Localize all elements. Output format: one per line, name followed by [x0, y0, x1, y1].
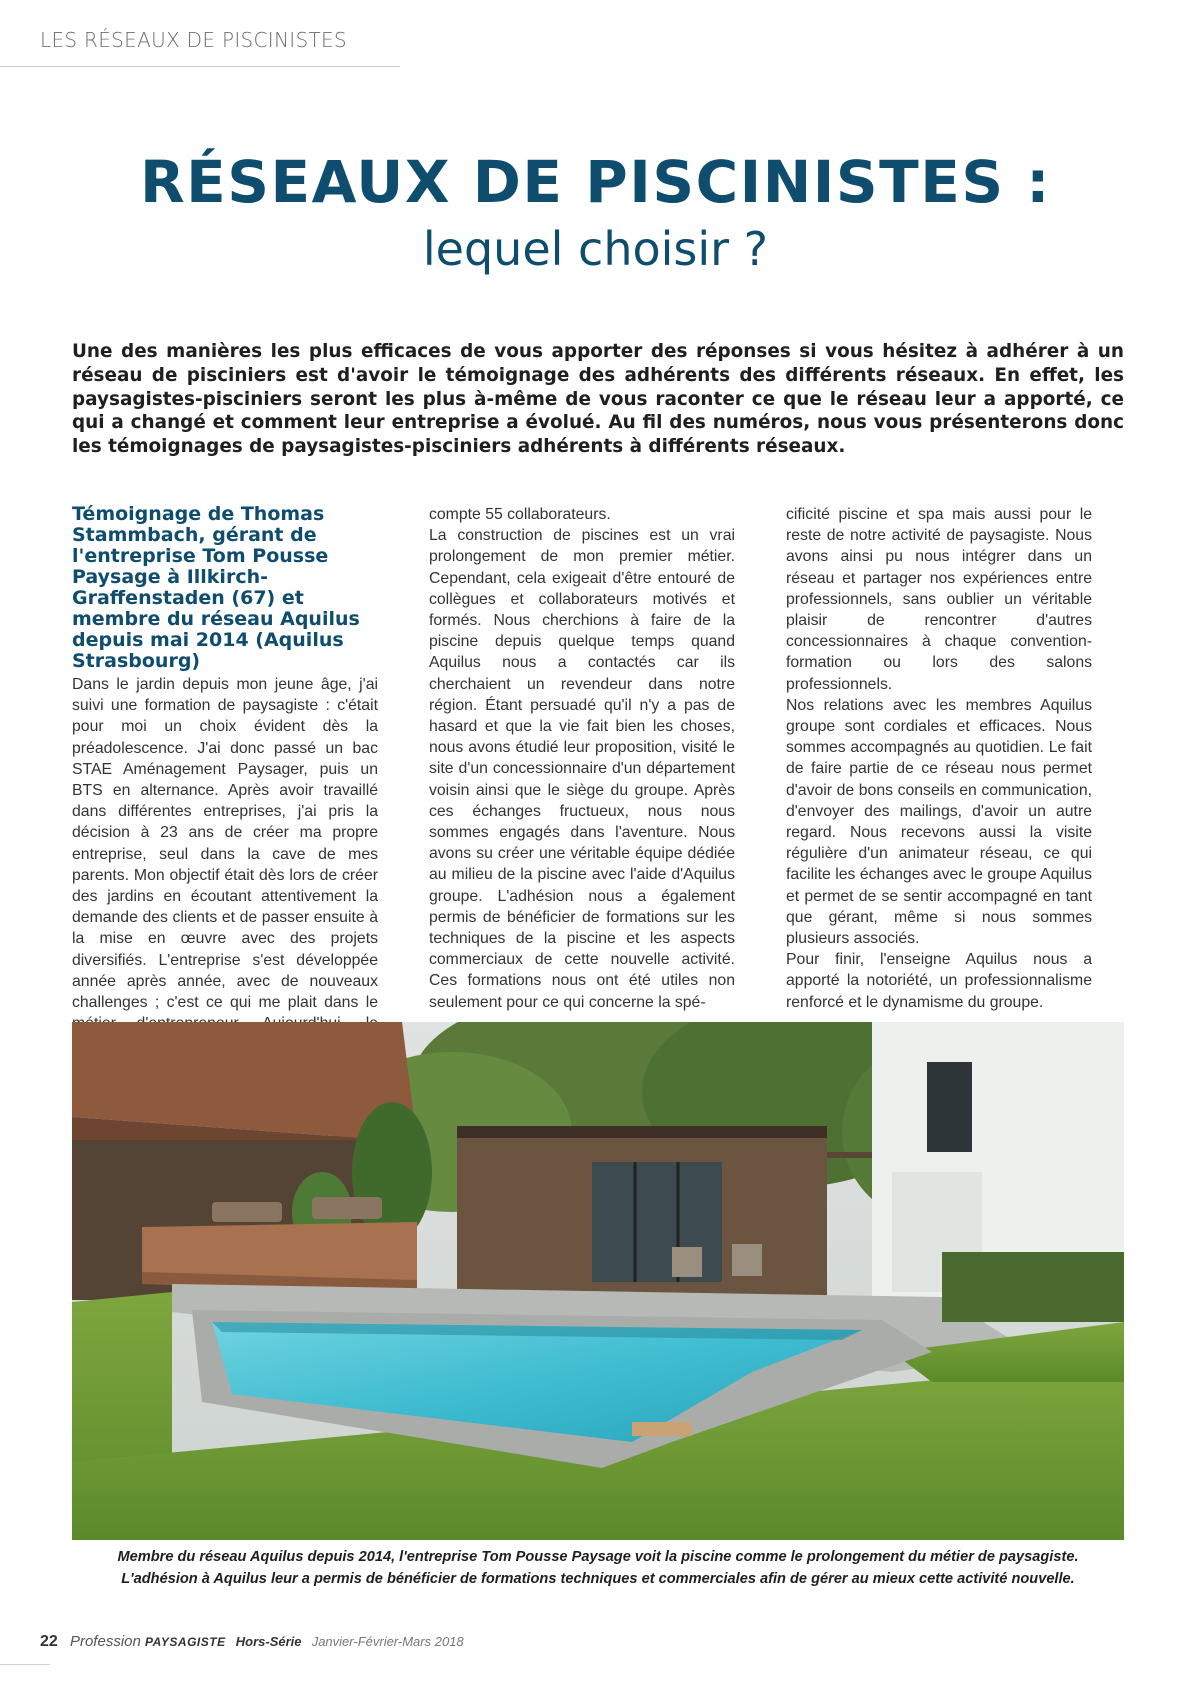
edition-label: Hors-Série: [235, 1634, 302, 1649]
article-column-1: [72, 504, 378, 1056]
issue-date: Janvier-Février-Mars 2018: [311, 1634, 464, 1649]
intro-paragraph: Une des manières les plus efficaces de vous apporter des réponses si vous hésitez à adhérer à un réseau de pisciniers est d'avoir le témoignage des adhérents des différents réseaux. En effet, les paysagistes-pisciniers seront les plus à-même de vous raconter ce que le réseau leur a apporté, ce qui a changé et comment leur entreprise a évolué. Au fil des numéros, nous vous présenterons donc les témoignages de paysagistes-pisciniers adhérents à différents réseaux.: [72, 341, 1124, 458]
column-3-text-a: cificité piscine et spa mais aussi pour le reste de notre activité de paysagiste. Nous avons ainsi pu nous intégrer dans un réseau et partager nos expériences entre professionnels, sans oublier un véritable plaisir de rencontrer d'autres concessionnaires à chaque convention-formation ou lors des salons professionnels.: [786, 506, 1092, 693]
pool-garden-photo: [72, 1022, 1124, 1540]
caption-line-1: Membre du réseau Aquilus depuis 2014, l'entreprise Tom Pousse Paysage voit la piscine comme le prolongement du métier de paysagiste.: [117, 1549, 1079, 1565]
caption-line-2: L'adhésion à Aquilus leur a permis de bénéficier de formations techniques et commerciales afin de gérer au mieux cette activité nouvelle.: [121, 1571, 1075, 1587]
magazine-name-part-1: Profession: [69, 1633, 141, 1650]
page-title: RÉSEAUX DE PISCINISTES :: [140, 148, 1051, 216]
article-column-3: [786, 504, 1092, 1013]
photo-caption: [72, 1546, 1124, 1590]
column-1-text: Dans le jardin depuis mon jeune âge, j'ai suivi une formation de paysagiste : c'était pour moi un choix évident dès la préadolescence. J'ai donc passé un bac STAE Aménagement Paysager, puis un BTS en alternance. Après avoir travaillé dans différentes entreprises, j'ai pris la décision à 23 ans de créer ma propre entreprise, seul dans la cave de mes parents. Mon objectif était dès lors de créer des jardins en écoutant attentivement la demande des clients et de passer ensuite à la mise en œuvre avec des projets diversifiés. L'entreprise s'est développée année après année, avec de nouveaux challenges ; c'est ce qui me plait dans le: [72, 676, 378, 1012]
page-footer: [40, 1633, 464, 1651]
magazine-name-part-2: PAYSAGISTE: [145, 1635, 226, 1649]
column-2-text-a: compte 55 collaborateurs.: [429, 506, 611, 523]
footer-divider: [0, 1664, 50, 1665]
page-number: 22: [40, 1633, 58, 1650]
column-3-text-c: Pour finir, l'enseigne Aquilus nous a apporté la notoriété, un professionnalisme renforcé et le dynamisme du groupe.: [786, 951, 1092, 1011]
article-column-2: [429, 504, 735, 1013]
testimony-heading: Témoignage de Thomas Stammbach, gérant de l'entreprise Tom Pousse Paysage à Illkirch-Graffenstaden (67) et membre du réseau Aquilus depuis mai 2014 (Aquilus Strasbourg): [72, 503, 360, 672]
section-tag: LES RÉSEAUX DE PISCINISTES: [40, 28, 347, 52]
column-2-text-b: La construction de piscines est un vrai prolongement de mon premier métier. Cependant, cela exigeait d'être entouré de collègues et collaborateurs motivés et formés. Nous cherchions à faire de la piscine depuis quelque temps quand Aquilus nous a contactés car ils cherchaient un revendeur dans notre région. Étant persuadé qu'il n'y a pas de hasard et que la vie fait bien les choses, nous avons étudié leur proposition, visité le site d'un concessionnaire d'un département voisin ainsi que le siège du groupe. Après ces échanges fructueux, nous nous sommes engagés dans l'aventure. Nous avons su créer une véritable équipe dédiée au milieu de la piscine avec l'aide d'Aquilus groupe. L'adhésion nous a également permis de bénéficier de formations sur les techniques de la piscine et les aspects commerciaux de cette nouvelle activité. Ces formations nous ont été utiles non seulement pour ce qui concerne la spé-: [429, 527, 735, 1011]
column-3-text-b: Nos relations avec les membres Aquilus groupe sont cordiales et efficaces. Nous sommes accompagnés au quotidien. Le fait de faire partie de ce réseau nous permet d'avoir de bons conseils en communication, d'envoyer des mailings, d'avoir un autre regard. Nous recevons aussi la visite régulière d'un animateur réseau, ce qui facilite les échanges avec le groupe Aquilus et permet de se sentir accompagné en tant que gérant, même si nous sommes plusieurs associés.: [786, 696, 1092, 948]
page-subtitle: lequel choisir ?: [422, 222, 769, 276]
header-divider: [0, 66, 400, 67]
